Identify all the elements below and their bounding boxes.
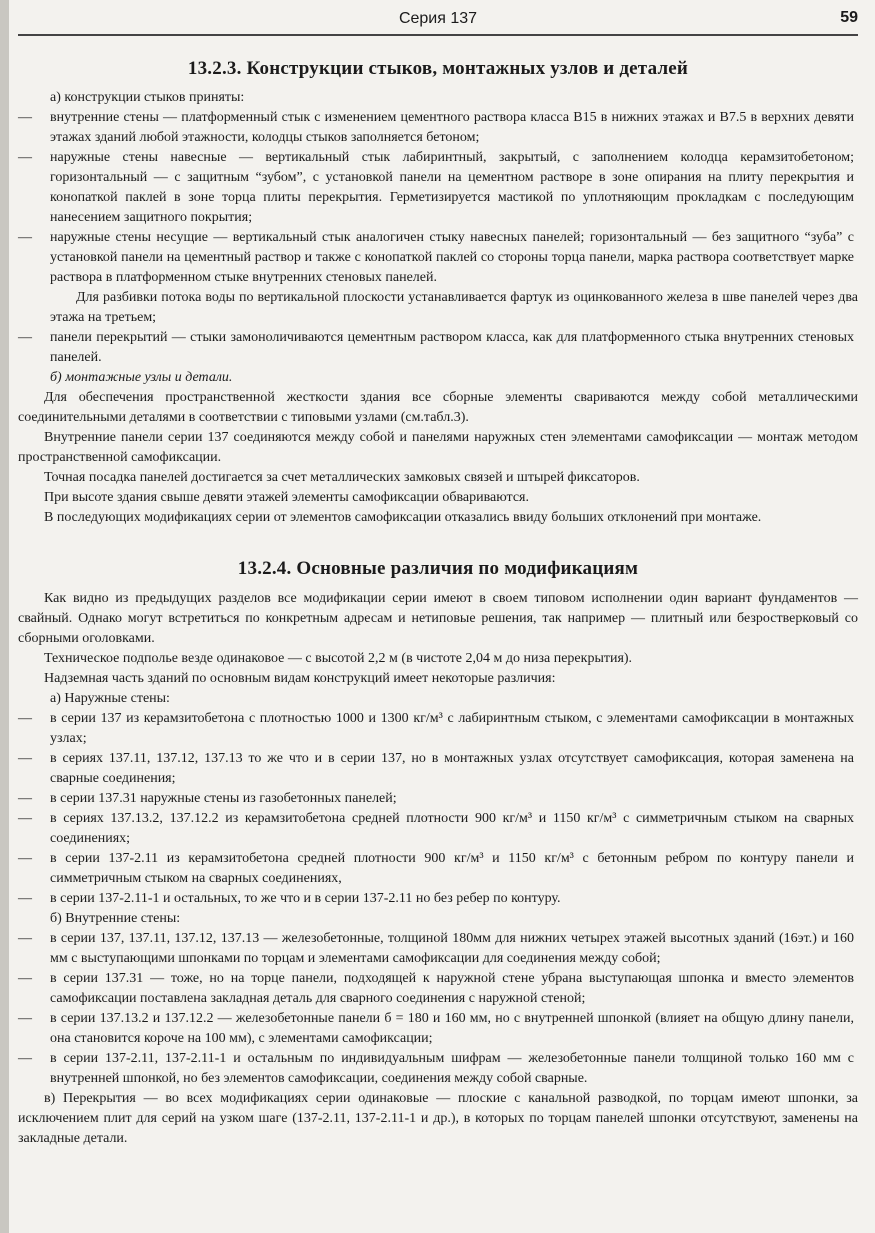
paragraph: При высоте здания свыше девяти этажей элементы самофиксации обвариваются. [44,490,529,505]
list-item: — в сериях 137.13.2, 137.12.2 из керамзитобетона средней плотности 900 кг/м³ и 1150 кг/м³ с симметричным стыком на сварных соединениях; [18,811,854,846]
list-item: — панели перекрытий — стыки замоноличиваются цементным раствором класса, как для платформенного стыка внутренних стеновых панелей. [18,330,854,365]
list-item: — наружные стены навесные — вертикальный стык лабиринтный, закрытый, с заполнением колодца керамзитобетоном; горизонтальный — с защитным “зубом”, с установкой панели на цементном растворе в зоне опирания на плиту перекрытия и конопаткой паклей в зоне торца плиты перекрытия. Герметизируется мастикой по уплотняющим прокладкам с последующим нанесением защитного покрытия; [18,150,854,225]
list-item: — внутренние стены — платформенный стык с изменением цементного раствора класса В15 в нижних этажах и В7.5 в верхних девяти этажах зданий любой этажности, колодцы стыков заполняется бетоном; [18,110,854,145]
paragraph: Как видно из предыдущих разделов все модификации серии имеют в своем типовом исполнении один вариант фундаментов — свайный. Однако могут встретиться по конкретным адресам и нетиповые решения, так например — плитный или безростверковый со сборными оголовками. [18,591,858,646]
subheading-outer-walls: а) Наружные стены: [50,691,170,706]
list-item: — в серии 137-2.11 из керамзитобетона средней плотности 900 кг/м³ и 1150 кг/м³ с бетонным ребром по контуру панели и симметричным стыком на сварных соединениях, [18,851,854,886]
list-item: — в серии 137-2.11, 137-2.11-1 и остальным по индивидуальным шифрам — железобетонные панели толщиной только 160 мм с внутренней шпонкой, но без элементов самофиксации, соединения между собой сварные. [18,1051,854,1086]
document-page [18,8,858,1149]
paragraph: Надземная часть зданий по основным видам конструкций имеет некоторые различия: [44,671,556,686]
paragraph: Внутренние панели серии 137 соединяются между собой и панелями наружных стен элементами самофиксации — монтаж методом пространственной самофиксации. [18,430,858,465]
list-item: — в серии 137, 137.11, 137.12, 137.13 — железобетонные, толщиной 180мм для нижних четырех этажей высотных зданий (16эт.) и 160 мм с выступающими шпонками по торцам и элементами самофиксации для соединения между собой; [18,931,854,966]
list-item: — наружные стены несущие — вертикальный стык аналогичен стыку навесных панелей; горизонтальный — без защитного “зуба” с установкой панели на цементный раствор и также с конопаткой паклей со стороны торца панели, марка раствора соответствует марке раствора в платформенном стыке внутренних стеновых панелей. [18,230,854,285]
section-heading-13-2-4: 13.2.4. Основные различия по модификациям [237,558,639,579]
series-title: Серия 137 [398,10,478,27]
list-item: — в сериях 137.11, 137.12, 137.13 то же что и в серии 137, но в монтажных узлах отсутствует самофиксация, которая заменена на сварные соединения; [18,751,854,786]
joints-intro: а) конструкции стыков приняты: [50,90,245,105]
list-item: — в серии 137.31 наружные стены из газобетонных панелей; [18,791,397,806]
section-heading-13-2-3: 13.2.3. Конструкции стыков, монтажных узлов и деталей [187,58,689,79]
list-item: — в серии 137.31 — тоже, но на торце панели, подходящей к наружной стене убрана выступающая шпонка и вместо элементов самофиксации поставлена закладная деталь для сварного соединения с наружной стеной; [18,971,854,1006]
list-item: — в серии 137-2.11-1 и остальных, то же что и в серии 137-2.11 но без ребер по контуру. [18,891,561,906]
list-item: — в серии 137.13.2 и 137.12.2 — железобетонные панели б = 180 и 160 мм, но с внутренней шпонкой (влияет на общую длину панели, она становится короче на 100 мм), с элементами самофиксации; [18,1011,854,1046]
page-edge [0,0,9,1233]
list-item: — в серии 137 из керамзитобетона с плотностью 1000 и 1300 кг/м³ с лабиринтным стыком, с элементами самофиксации в монтажных узлах; [18,711,854,746]
paragraph: В последующих модификациях серии от элементов самофиксации отказались ввиду больших отклонений при монтаже. [44,510,762,525]
subheading-inner-walls: б) Внутренние стены: [50,911,181,926]
page-number: 59 [840,9,858,26]
list-item-continuation: Для разбивки потока воды по вертикальной плоскости устанавливается фартук из оцинкованного железа в шве панелей через два этажа на третьем; [50,290,858,325]
paragraph: Для обеспечения пространственной жесткости здания все сборные элементы свариваются между собой металлическими соединительными деталями в соответствии с типовыми узлами (см.табл.3). [18,390,858,425]
paragraph: Техническое подполье везде одинаковое — с высотой 2,2 м (в чистоте 2,04 м до низа перекрытия). [44,651,633,666]
paragraph: Точная посадка панелей достигается за счет металлических замковых связей и штырей фиксаторов. [44,470,640,485]
running-header [18,8,858,36]
subheading-mounting-units: б) монтажные узлы и детали. [50,370,233,385]
paragraph-floors: в) Перекрытия — во всех модификациях серии одинаковые — плоские с канальной разводкой, по торцам имеют шпонки, за исключением плит для серий на узком шаге (137-2.11, 137-2.11-1 и др.), в которых по торцам панелей шпонки отсутствуют, заменены на закладные детали. [18,1091,858,1146]
